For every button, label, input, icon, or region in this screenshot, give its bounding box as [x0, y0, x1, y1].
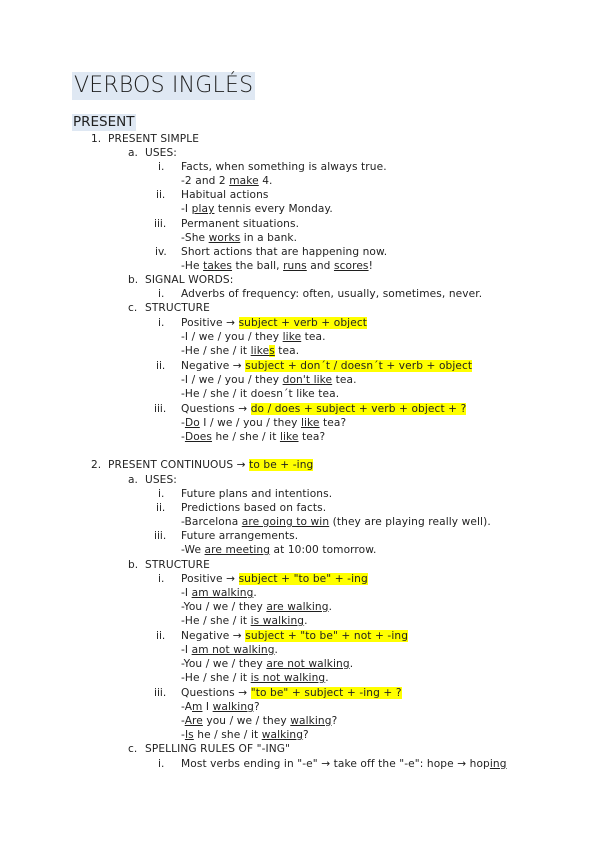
example-line: -She works in a bank. [181, 232, 298, 244]
example-line: -Do I / we / you / they like tea? [181, 417, 347, 429]
signal-item: Adverbs of frequency: often, usually, sometimes, never. [181, 288, 483, 300]
example-line: -We are meeting at 10:00 tomorrow. [181, 544, 377, 556]
question-rule: Questions → do / does + subject + verb + object + ? [181, 403, 467, 415]
uses-heading: USES: [145, 147, 177, 159]
question-rule: Questions → "to be" + subject + -ing + ? [181, 687, 402, 699]
example-line: -He / she / it doesn´t like tea. [181, 388, 340, 400]
example-line: -Is he / she / it walking? [181, 729, 309, 741]
spelling-rules-heading: SPELLING RULES OF "-ING" [145, 743, 291, 755]
list-marker: a. [128, 474, 138, 486]
list-marker: c. [128, 743, 138, 755]
example-line: -2 and 2 make 4. [181, 175, 273, 187]
spelling-rule: Most verbs ending in "-e" → take off the "-e": hope → hoping [181, 758, 507, 770]
example-line: -I am not walking. [181, 644, 279, 656]
use-item: Habitual actions [181, 189, 269, 201]
list-marker: i. [158, 573, 165, 585]
list-marker: c. [128, 302, 138, 314]
list-marker: i. [158, 317, 165, 329]
use-item: Facts, when something is always true. [181, 161, 387, 173]
section-heading: PRESENT [73, 114, 135, 130]
list-marker: b. [128, 274, 139, 286]
list-marker: ii. [156, 360, 166, 372]
list-marker: iii. [154, 530, 167, 542]
example-line: -He / she / it is walking. [181, 615, 308, 627]
use-item: Permanent situations. [181, 218, 300, 230]
example-line: -Am I walking? [181, 701, 260, 713]
example-line: -Barcelona are going to win (they are playing really well). [181, 516, 491, 528]
list-marker: a. [128, 147, 138, 159]
list-marker: ii. [156, 630, 166, 642]
list-marker: iii. [154, 218, 167, 230]
negative-rule: Negative → subject + "to be" + not + -ing [181, 630, 409, 642]
example-line: -He / she / it likes tea. [181, 345, 300, 357]
example-line: -I am walking. [181, 587, 257, 599]
list-marker: 1. [91, 133, 102, 145]
list-marker: i. [158, 161, 165, 173]
negative-rule: Negative → subject + don´t / doesn´t + verb + object [181, 360, 473, 372]
structure-heading: STRUCTURE [145, 559, 210, 571]
use-item: Future arrangements. [181, 530, 299, 542]
list-marker: iv. [155, 246, 167, 258]
list-marker: b. [128, 559, 139, 571]
list-marker: i. [158, 488, 165, 500]
list-marker: i. [158, 288, 165, 300]
signal-words-heading: SIGNAL WORDS: [145, 274, 234, 286]
list-marker: i. [158, 758, 165, 770]
example-line: -You / we / they are walking. [181, 601, 333, 613]
list-marker: iii. [154, 687, 167, 699]
example-line: -He / she / it is not walking. [181, 672, 329, 684]
example-line: -You / we / they are not walking. [181, 658, 354, 670]
present-continuous-heading: PRESENT CONTINUOUS → to be + -ing [108, 459, 314, 471]
uses-heading: USES: [145, 474, 177, 486]
example-line: -I / we / you / they like tea. [181, 331, 326, 343]
use-item: Short actions that are happening now. [181, 246, 388, 258]
list-marker: ii. [156, 189, 166, 201]
page-title: VERBOS INGLÉS [74, 73, 254, 98]
list-marker: iii. [154, 403, 167, 415]
use-item: Predictions based on facts. [181, 502, 327, 514]
example-line: -Are you / we / they walking? [181, 715, 338, 727]
structure-heading: STRUCTURE [145, 302, 210, 314]
example-line: -I / we / you / they don't like tea. [181, 374, 357, 386]
list-marker: ii. [156, 502, 166, 514]
positive-rule: Positive → subject + "to be" + -ing [181, 573, 368, 585]
example-line: -Does he / she / it like tea? [181, 431, 326, 443]
use-item: Future plans and intentions. [181, 488, 333, 500]
example-line: -I play tennis every Monday. [181, 203, 333, 215]
positive-rule: Positive → subject + verb + object [181, 317, 367, 329]
list-marker: 2. [91, 459, 102, 471]
present-simple-heading: PRESENT SIMPLE [108, 133, 199, 145]
example-line: -He takes the ball, runs and scores! [181, 260, 373, 272]
